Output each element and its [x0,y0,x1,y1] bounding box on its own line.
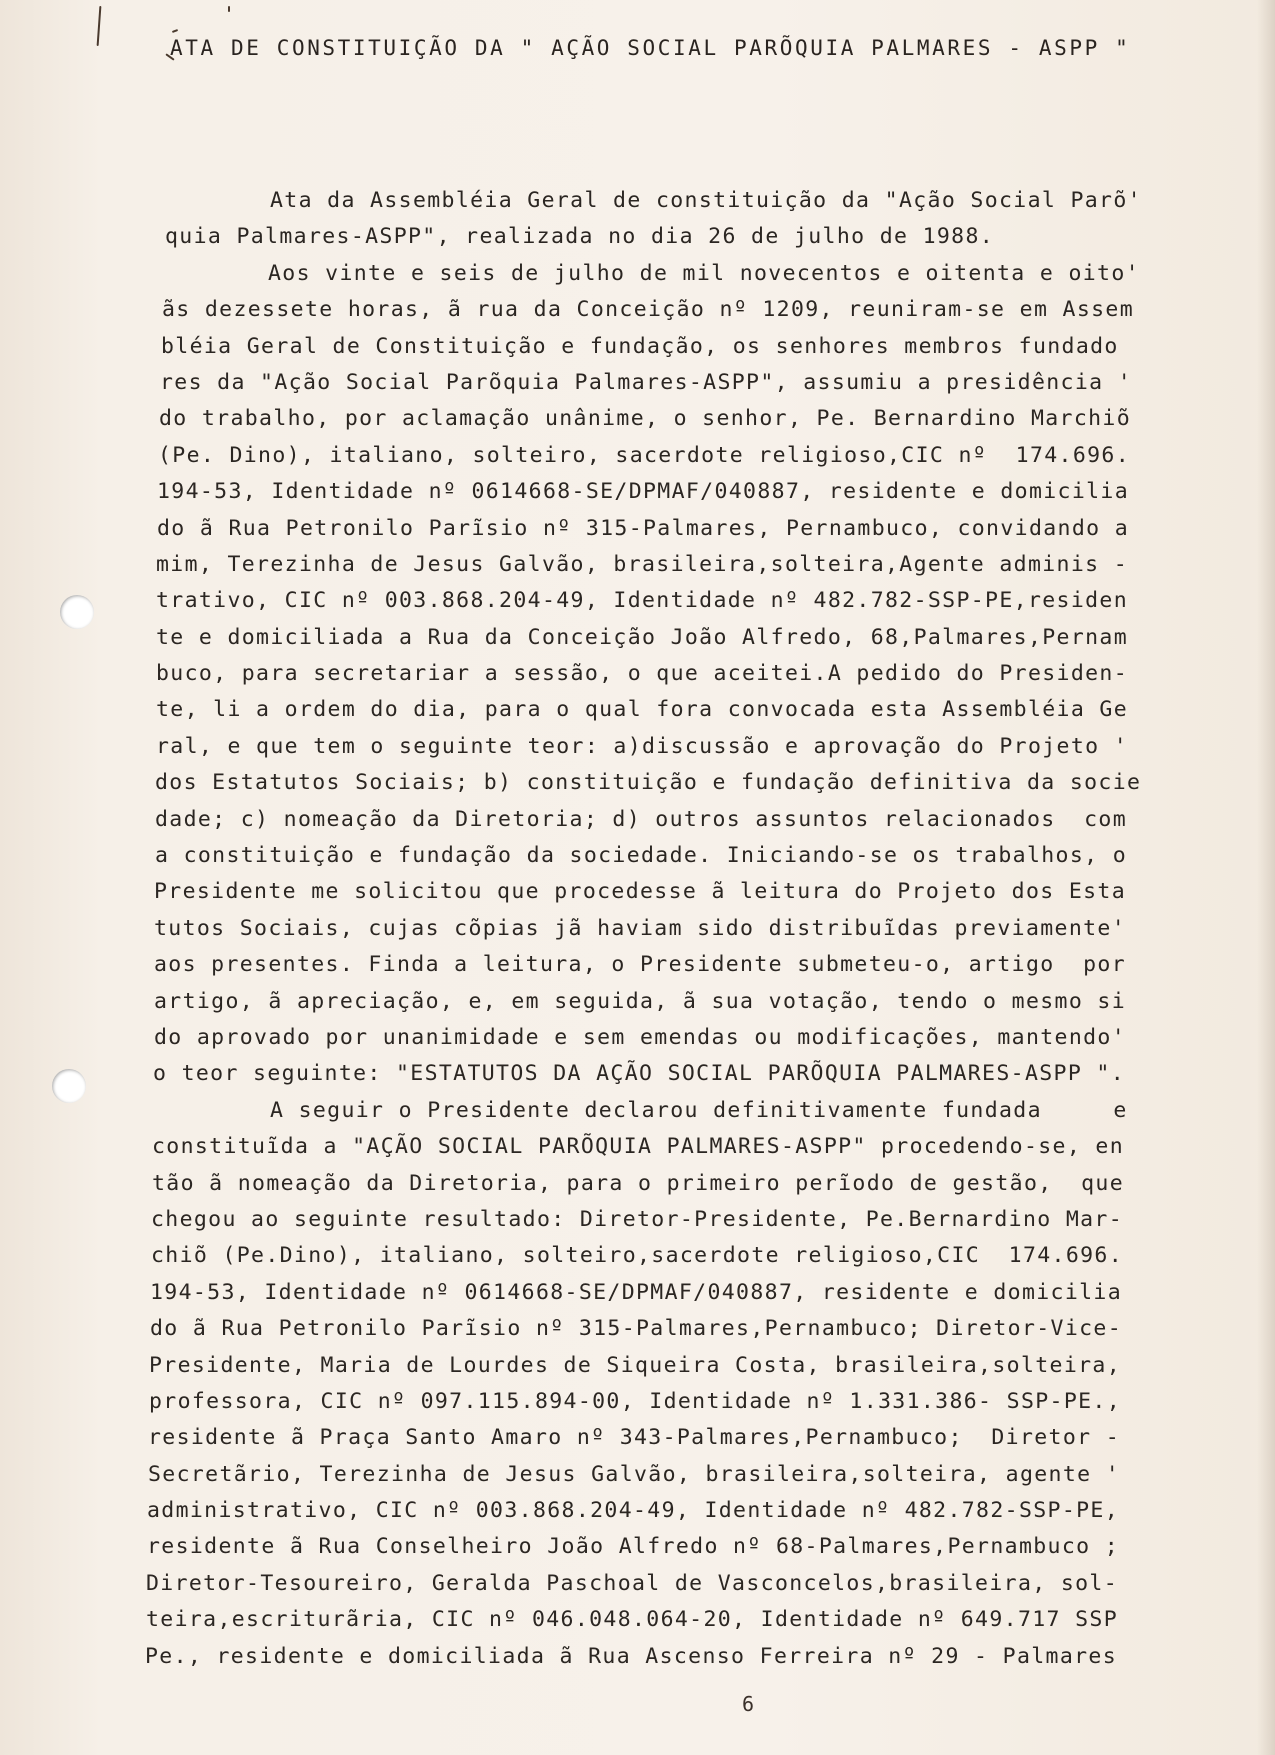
text-line: dade; c) nomeação da Diretoria; d) outros assuntos relacionados com [155,806,1127,832]
text-line: chiõ (Pe.Dino), italiano, solteiro,sacerdote religioso,CIC 174.696. [151,1243,1123,1269]
text-line: constituĩda a "AÇÃO SOCIAL PARÕQUIA PALMARES-ASPP" procedendo-se, en [152,1134,1124,1160]
text-line: bléia Geral de Constituição e fundação, os senhores membros fundado [161,333,1119,359]
text-line: Secretãrio, Terezinha de Jesus Galvão, brasileira,solteira, agente ' [148,1461,1120,1487]
text-line: aos presentes. Finda a leitura, o Presidente submeteu-o, artigo por [154,952,1126,978]
text-line: residente ã Praça Santo Amaro nº 343-Palmares,Pernambuco; Diretor - [148,1425,1120,1451]
text-line: (Pe. Dino), italiano, solteiro, sacerdote religioso,CIC nº 174.696. [158,442,1130,468]
text-line: A seguir o Presidente declarou definitivamente fundada e [270,1097,1128,1123]
text-line: Diretor-Tesoureiro, Geralda Paschoal de Vasconcelos,brasileira, sol- [146,1570,1118,1596]
text-line: ral, e que tem o seguinte teor: a)discussão e aprovação do Projeto ' [156,733,1128,759]
text-line: 194-53, Identidade nº 0614668-SE/DPMAF/040887, residente e domicilia [157,479,1129,505]
text-line: do ã Rua Petronilo Parĩsio nº 315-Palmares,Pernambuco; Diretor-Vice- [150,1316,1122,1342]
text-line: a constituição e fundação da sociedade. Iniciando-se os trabalhos, o [155,843,1127,869]
text-line: o teor seguinte: "ESTATUTOS DA AÇÃO SOCIAL PARÕQUIA PALMARES-ASPP ". [153,1061,1125,1087]
text-line: Ata da Assembléia Geral de constituição da "Ação Social Parõ' [270,188,1142,213]
text-line: Presidente, Maria de Lourdes de Siqueira Costa, brasileira,solteira, [149,1352,1121,1378]
text-line: teira,escriturãria, CIC nº 046.048.064-20, Identidade nº 649.717 SSP [146,1607,1118,1633]
minutes-body [0,183,1275,1675]
text-line: artigo, ã apreciação, e, em seguida, ã sua votação, tendo o mesmo si [154,988,1126,1014]
text-line: tutos Sociais, cujas cõpias jã haviam sido distribuĩdas previamente' [154,915,1126,941]
text-line: trativo, CIC nº 003.868.204-49, Identidade nº 482.782-SSP-PE,residen [156,588,1128,614]
text-line: mim, Terezinha de Jesus Galvão, brasileira,solteira,Agente adminis - [156,551,1128,577]
text-line: tão ã nomeação da Diretoria, para o primeiro perĩodo de gestão, que [152,1170,1124,1196]
text-line: 194-53, Identidade nº 0614668-SE/DPMAF/040887, residente e domicilia [150,1279,1122,1305]
document-title: ATA DE CONSTITUIÇÃO DA " AÇÃO SOCIAL PARÕQUIA PALMARES - ASPP " [170,36,1131,60]
text-line: quia Palmares-ASPP", realizada no dia 26 de julho de 1988. [165,224,995,250]
text-line: professora, CIC nº 097.115.894-00, Identidade nº 1.331.386- SSP-PE., [149,1388,1121,1414]
text-line: te, li a ordem do dia, para o qual fora convocada esta Assembléia Ge [156,697,1128,723]
text-line: Presidente me solicitou que procedesse ã leitura do Projeto dos Esta [154,879,1126,905]
text-line: do ã Rua Petronilo Parĩsio nº 315-Palmares, Pernambuco, convidando a [157,515,1129,541]
text-line: res da "Ação Social Parõquia Palmares-ASPP", assumiu a presidência ' [160,369,1132,395]
text-line: chegou ao seguinte resultado: Diretor-Presidente, Pe.Bernardino Mar- [151,1206,1123,1232]
text-line: dos Estatutos Sociais; b) constituição e fundação definitiva da socie [155,770,1142,796]
text-line: te e domiciliada a Rua da Conceição João Alfredo, 68,Palmares,Pernam [156,624,1128,650]
text-line: residente ã Rua Conselheiro João Alfredo nº 68-Palmares,Pernambuco ; [147,1534,1119,1560]
pen-mark [228,6,230,12]
text-line: ãs dezessete horas, ã rua da Conceição nº 1209, reuniram-se em Assem [162,297,1134,323]
text-line: Aos vinte e seis de julho de mil novecentos e oitenta e oito' [268,260,1140,286]
text-line: buco, para secretariar a sessão, o que aceitei.A pedido do Presiden- [156,661,1128,687]
text-line: do aprovado por unanimidade e sem emendas ou modificações, mantendo' [154,1024,1126,1050]
text-line: administrativo, CIC nº 003.868.204-49, Identidade nº 482.782-SSP-PE, [147,1498,1119,1524]
text-line: Pe., residente e domiciliada ã Rua Ascenso Ferreira nº 29 - Palmares [145,1643,1117,1669]
page-number: 6 [742,1692,755,1716]
text-line: do trabalho, por aclamação unânime, o senhor, Pe. Bernardino Marchiõ [159,406,1131,432]
